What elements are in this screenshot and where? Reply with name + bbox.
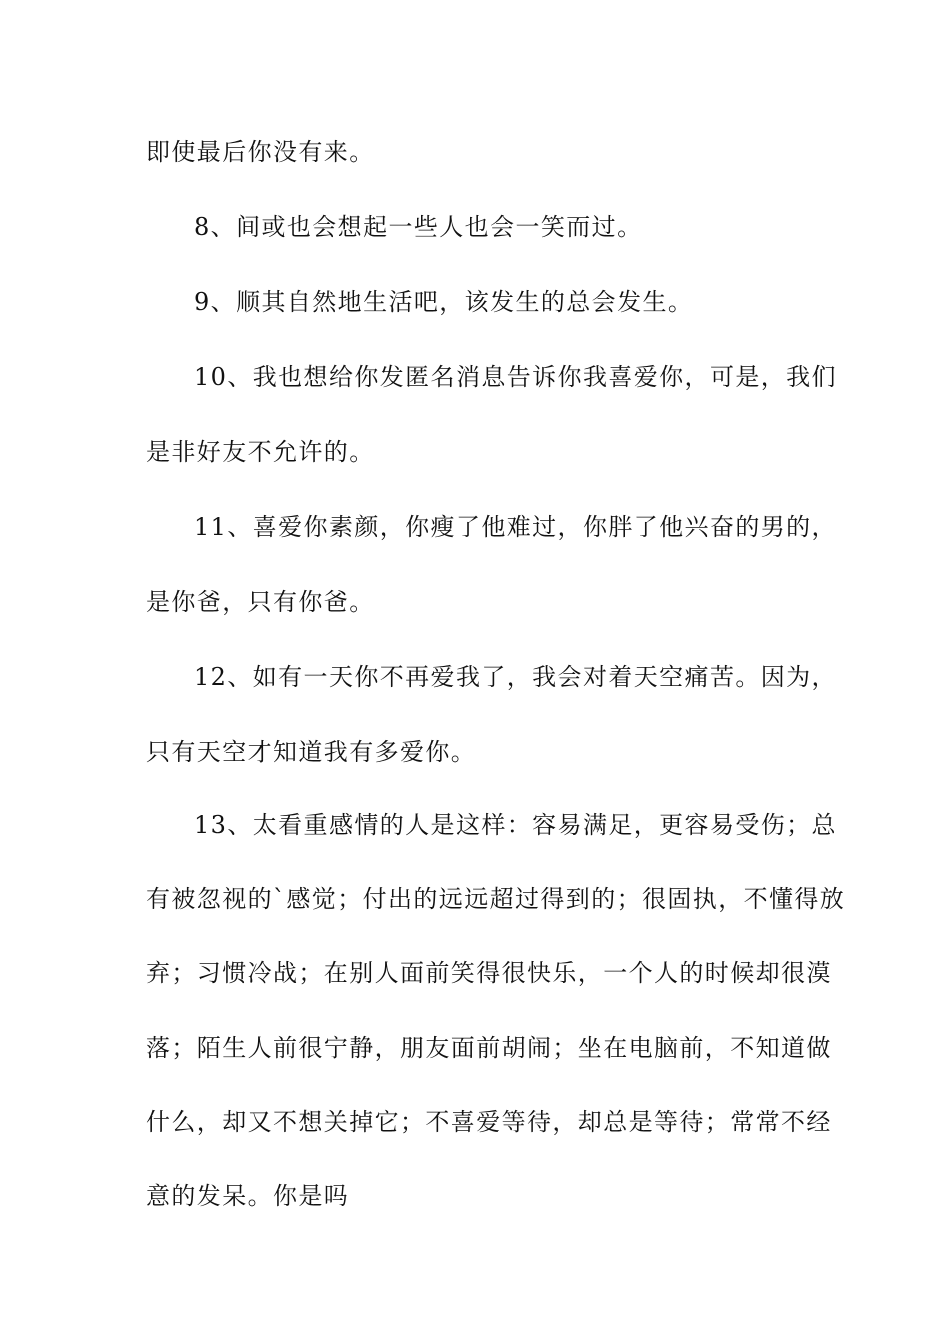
text-line: 即使最后你没有来。 <box>146 138 375 166</box>
list-item-13: 13、太看重感情的人是这样：容易满足，更容易受伤；总 <box>194 811 837 839</box>
list-item-12: 12、如有一天你不再爱我了，我会对着天空痛苦。因为， <box>194 663 837 691</box>
text-line: 什么，却又不想关掉它；不喜爱等待，却总是等待；常常不经 <box>146 1108 832 1136</box>
list-item-8: 8、间或也会想起一些人也会一笑而过。 <box>194 213 643 241</box>
list-item-11: 11、喜爱你素颜，你瘦了他难过，你胖了他兴奋的男的， <box>194 513 837 541</box>
text-line: 有被忽视的`感觉；付出的远远超过得到的；很固执，不懂得放 <box>146 885 846 913</box>
text-line: 是非好友不允许的。 <box>146 438 375 466</box>
list-item-10: 10、我也想给你发匿名消息告诉你我喜爱你，可是，我们 <box>194 363 837 391</box>
text-line: 落；陌生人前很宁静，朋友面前胡闹；坐在电脑前，不知道做 <box>146 1034 832 1062</box>
text-line: 意的发呆。你是吗 <box>146 1182 350 1210</box>
text-line: 弃；习惯冷战；在别人面前笑得很快乐，一个人的时候却很漠 <box>146 959 832 987</box>
text-line: 只有天空才知道我有多爱你。 <box>146 738 477 766</box>
list-item-9: 9、顺其自然地生活吧，该发生的总会发生。 <box>194 288 694 316</box>
text-line: 是你爸，只有你爸。 <box>146 588 375 616</box>
